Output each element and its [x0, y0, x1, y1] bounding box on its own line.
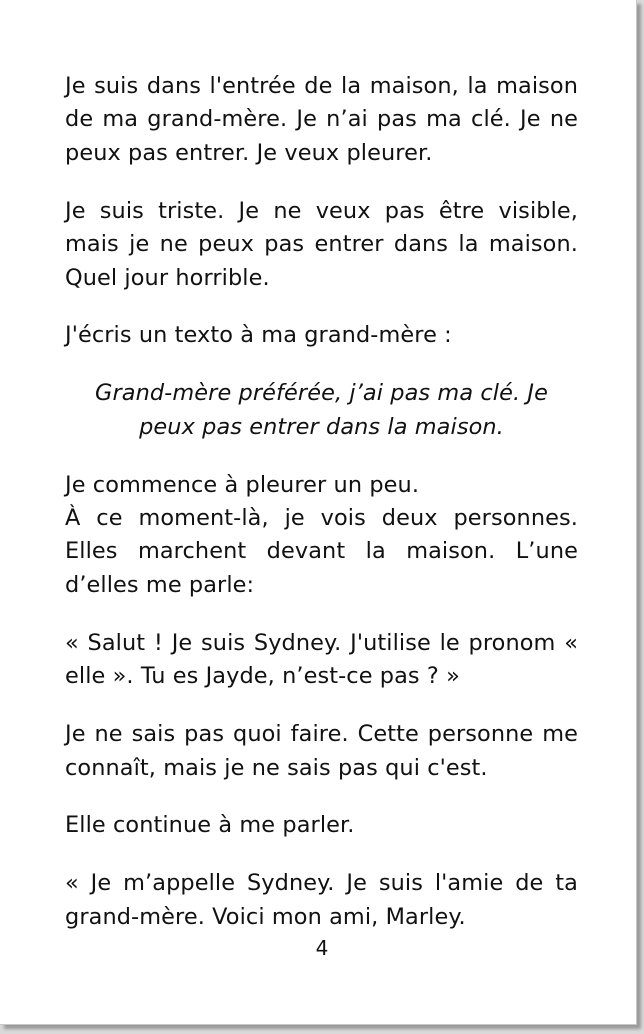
paragraph-text-message-intro: J'écris un texto à ma grand-mère : — [65, 322, 452, 349]
paragraph-sydney-intro: « Je m’appelle Sydney. Je suis l'amie de ta grand-mère. Voici mon ami, Marley. — [65, 870, 578, 930]
paragraph-sad: Je suis triste. Je ne veux pas être visible, mais je ne peux pas entrer dans la maison. Quel jour horrible. — [65, 197, 578, 291]
text-message-quote: Grand-mère préférée, j’ai pas ma clé. Je peux pas entrer dans la maison. — [95, 380, 548, 440]
paragraph-entrance: Je suis dans l'entrée de la maison, la maison de ma grand-mère. Je n’ai pas ma clé. Je ne peux pas entrer. Je veux pleurer. — [65, 73, 578, 166]
page-number: 4 — [315, 936, 329, 960]
paragraph-two-people: Je commence à pleurer un peu. À ce moment-là, je vois deux personnes. Elles marchent devant la maison. L’une d’elles me parle: — [65, 471, 578, 598]
paragraph-continues: Elle continue à me parler. — [65, 812, 355, 839]
paragraph-confused: Je ne sais pas quoi faire. Cette personne me connaît, mais je ne sais pas qui c'est. — [65, 721, 578, 781]
paragraph-sydney-greeting: « Salut ! Je suis Sydney. J'utilise le pronom « elle ». Tu es Jayde, n’est-ce pas ? » — [65, 629, 578, 690]
page-body-text — [65, 70, 578, 934]
